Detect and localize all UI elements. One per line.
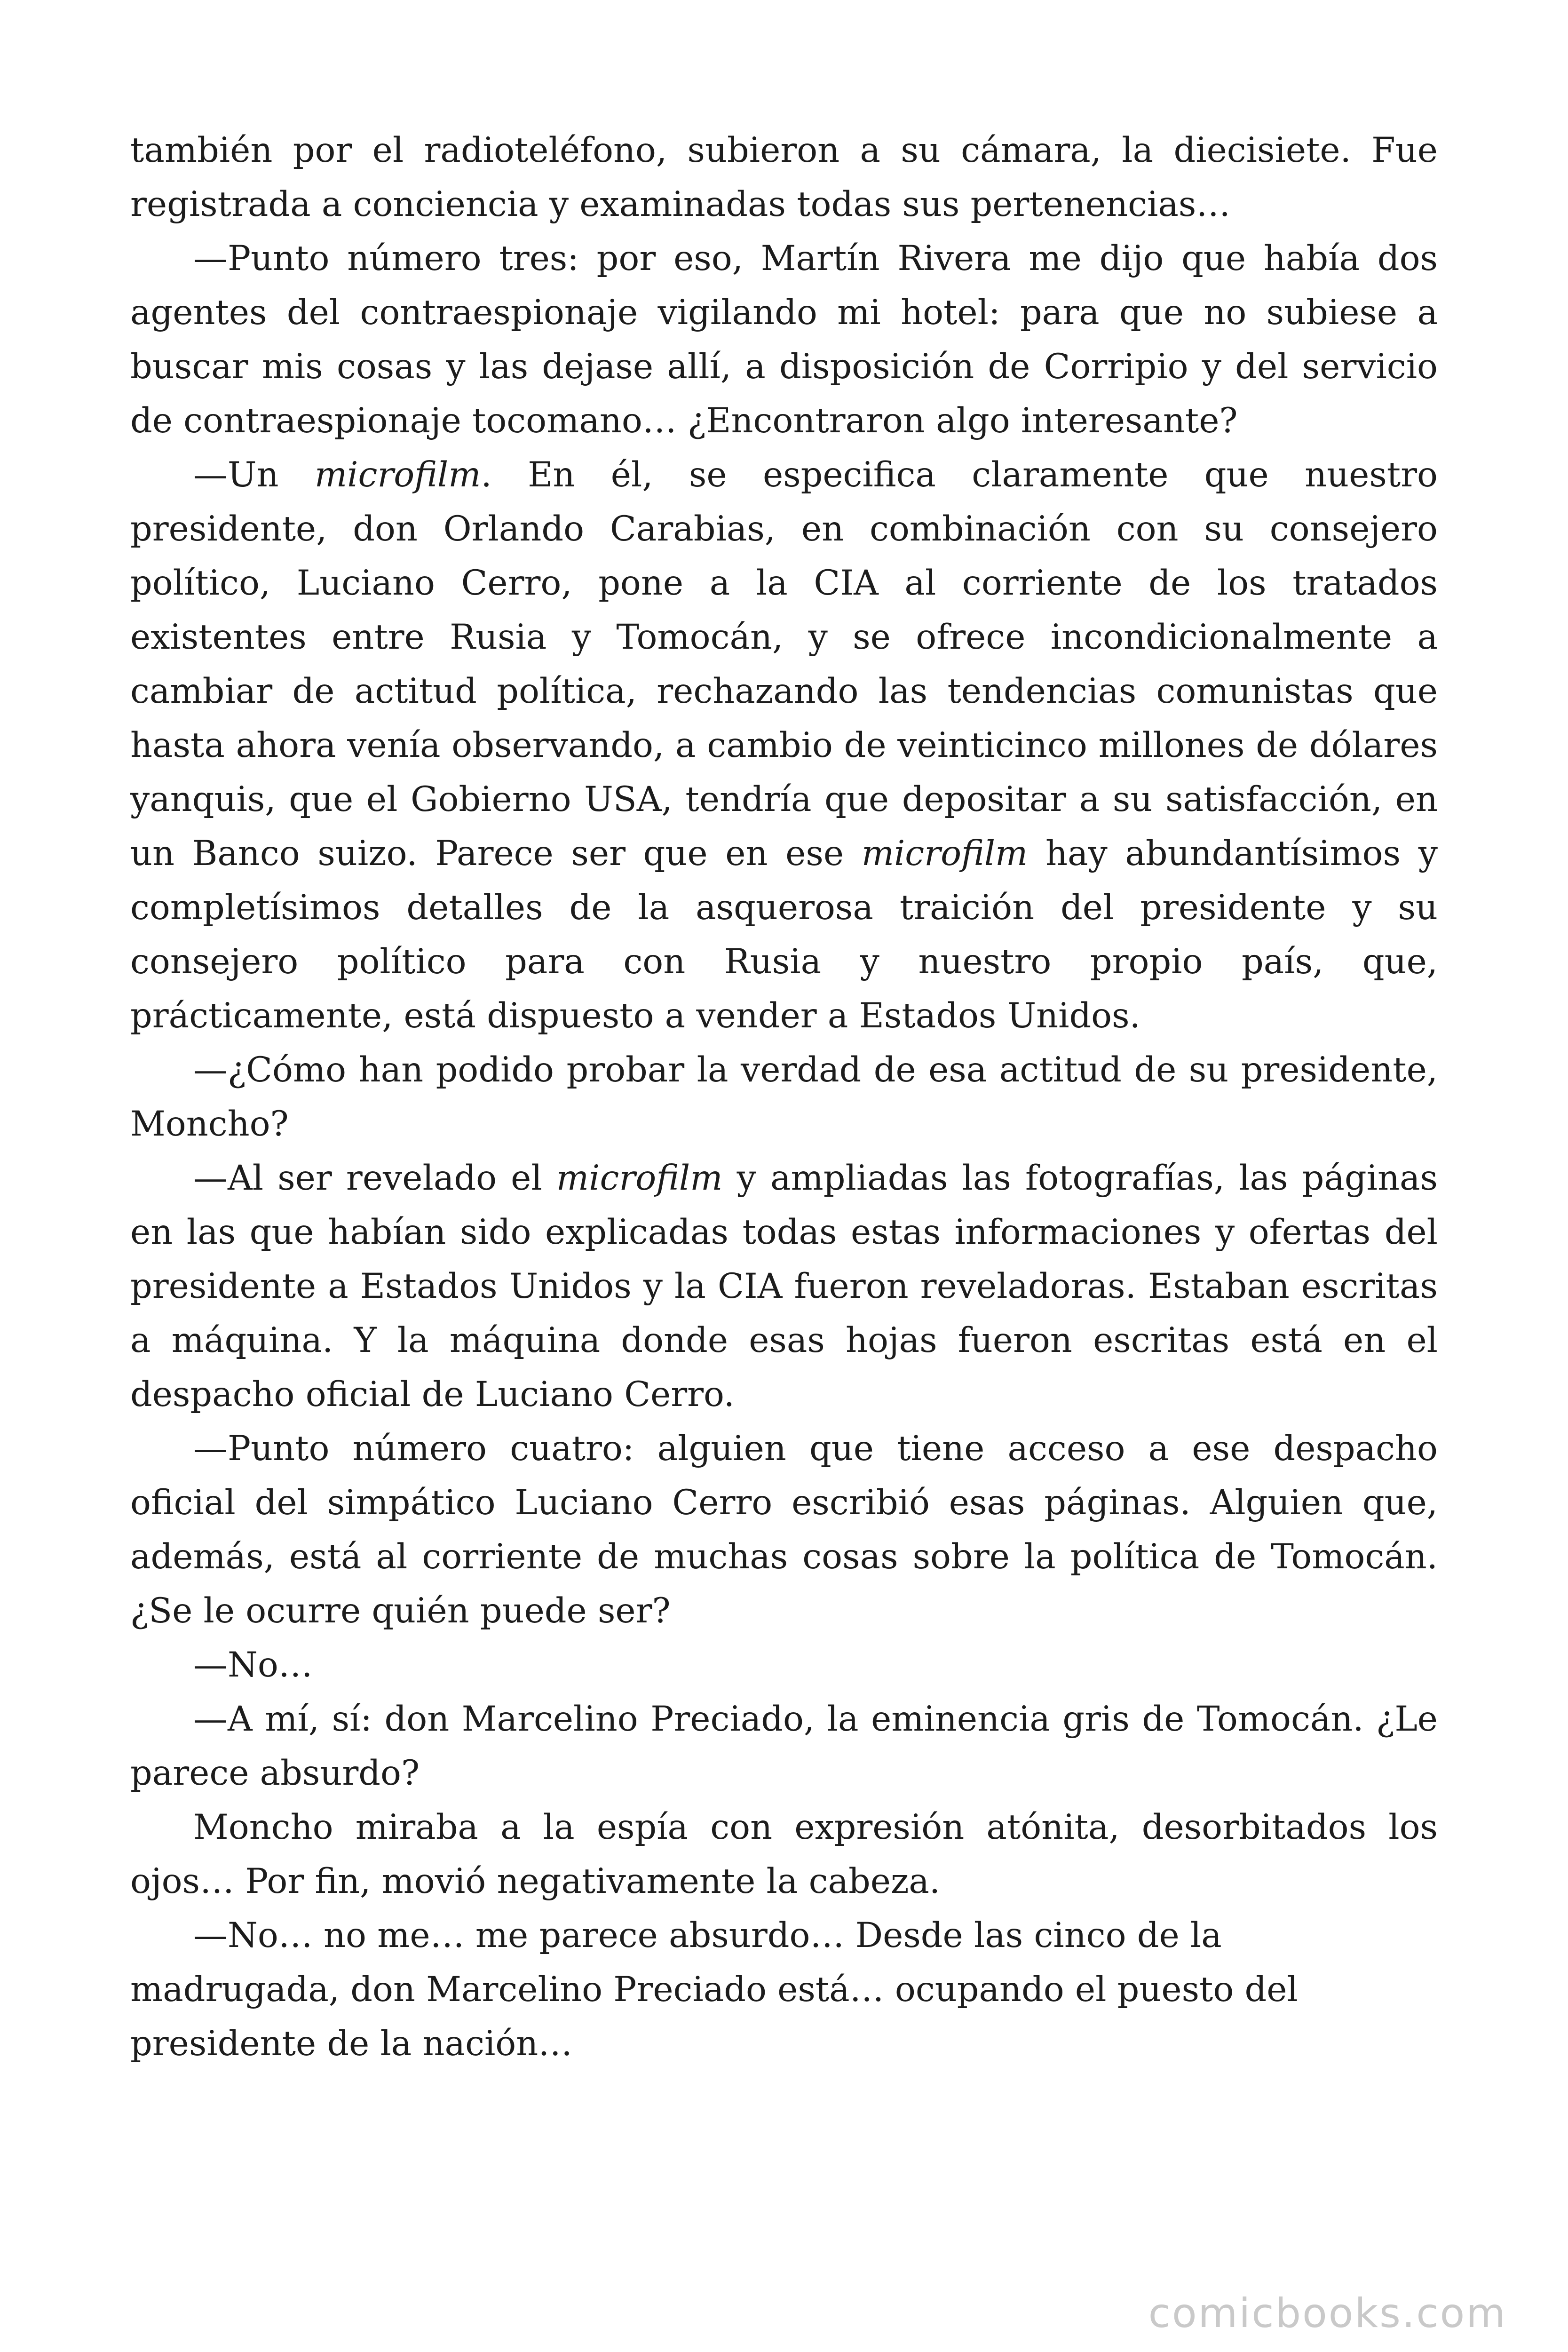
italic-term: microfilm bbox=[861, 834, 1028, 874]
paragraph-2: —Punto número tres: por eso, Martín Rivera me dijo que había dos agentes del contraespionaje vigilando mi hotel: para que no subiese a buscar mis cosas y las dejase allí, a disposición de Corripio y del servicio de contraespionaje tocomano… ¿Encontraron algo interesante? bbox=[130, 238, 1438, 441]
paragraph-5: —Al ser revelado el microfilm y ampliadas las fotografías, las páginas en las que habían sido explicadas todas estas informaciones y ofertas del presidente a Estados Unidos y la CIA fueron reveladoras. Estaban escritas a máquina. Y la máquina donde esas hojas fueron escritas está en el despacho oficial de Luciano Cerro. bbox=[130, 1158, 1438, 1414]
paragraph-6: —Punto número cuatro: alguien que tiene acceso a ese despacho oficial del simpático Luciano Cerro escribió esas páginas. Alguien que, además, está al corriente de muchas cosas sobre la política de Tomocán. ¿Se le ocurre quién puede ser? bbox=[130, 1429, 1438, 1631]
paragraph-3: —Un microfilm. En él, se especifica claramente que nuestro presidente, don Orlando Carabias, en combinación con su consejero político, Luciano Cerro, pone a la CIA al corriente de los tratados existentes entre Rusia y Tomocán, y se ofrece incondicionalmente a cambiar de actitud política, rechazando las tendencias comunistas que hasta ahora venía observando, a cambio de veinticinco millones de dólares yanquis, que el Gobierno USA, tendría que depositar a su satisfacción, en un Banco suizo. Parece ser que en ese microfilm hay abundantísimos y completísimos detalles de la asquerosa traición del presidente y su consejero político para con Rusia y nuestro propio país, que, prácticamente, está dispuesto a vender a Estados Unidos. bbox=[130, 455, 1438, 1036]
paragraph-7: —No… bbox=[193, 1645, 313, 1685]
paragraph-9: Moncho miraba a la espía con expresión atónita, desorbitados los ojos… Por fin, movió negativamente la cabeza. bbox=[130, 1807, 1438, 1901]
paragraph-1: también por el radioteléfono, subieron a su cámara, la diecisiete. Fue registrada a conciencia y examinadas todas sus pertenencias… bbox=[130, 130, 1438, 224]
paragraph-4: —¿Cómo han podido probar la verdad de esa actitud de su presidente, Moncho? bbox=[130, 1050, 1438, 1144]
book-page bbox=[130, 123, 1438, 2071]
italic-term: microfilm bbox=[314, 455, 481, 495]
watermark: comicbooks.com bbox=[1148, 2290, 1507, 2337]
paragraph-8: —A mí, sí: don Marcelino Preciado, la eminencia gris de Tomocán. ¿Le parece absurdo? bbox=[130, 1699, 1438, 1793]
paragraph-10: —No… no me… me parece absurdo… Desde las cinco de la madrugada, don Marcelino Preciado está… ocupando el puesto del presidente de la nación… bbox=[130, 1915, 1298, 2064]
italic-term: microfilm bbox=[556, 1158, 723, 1198]
